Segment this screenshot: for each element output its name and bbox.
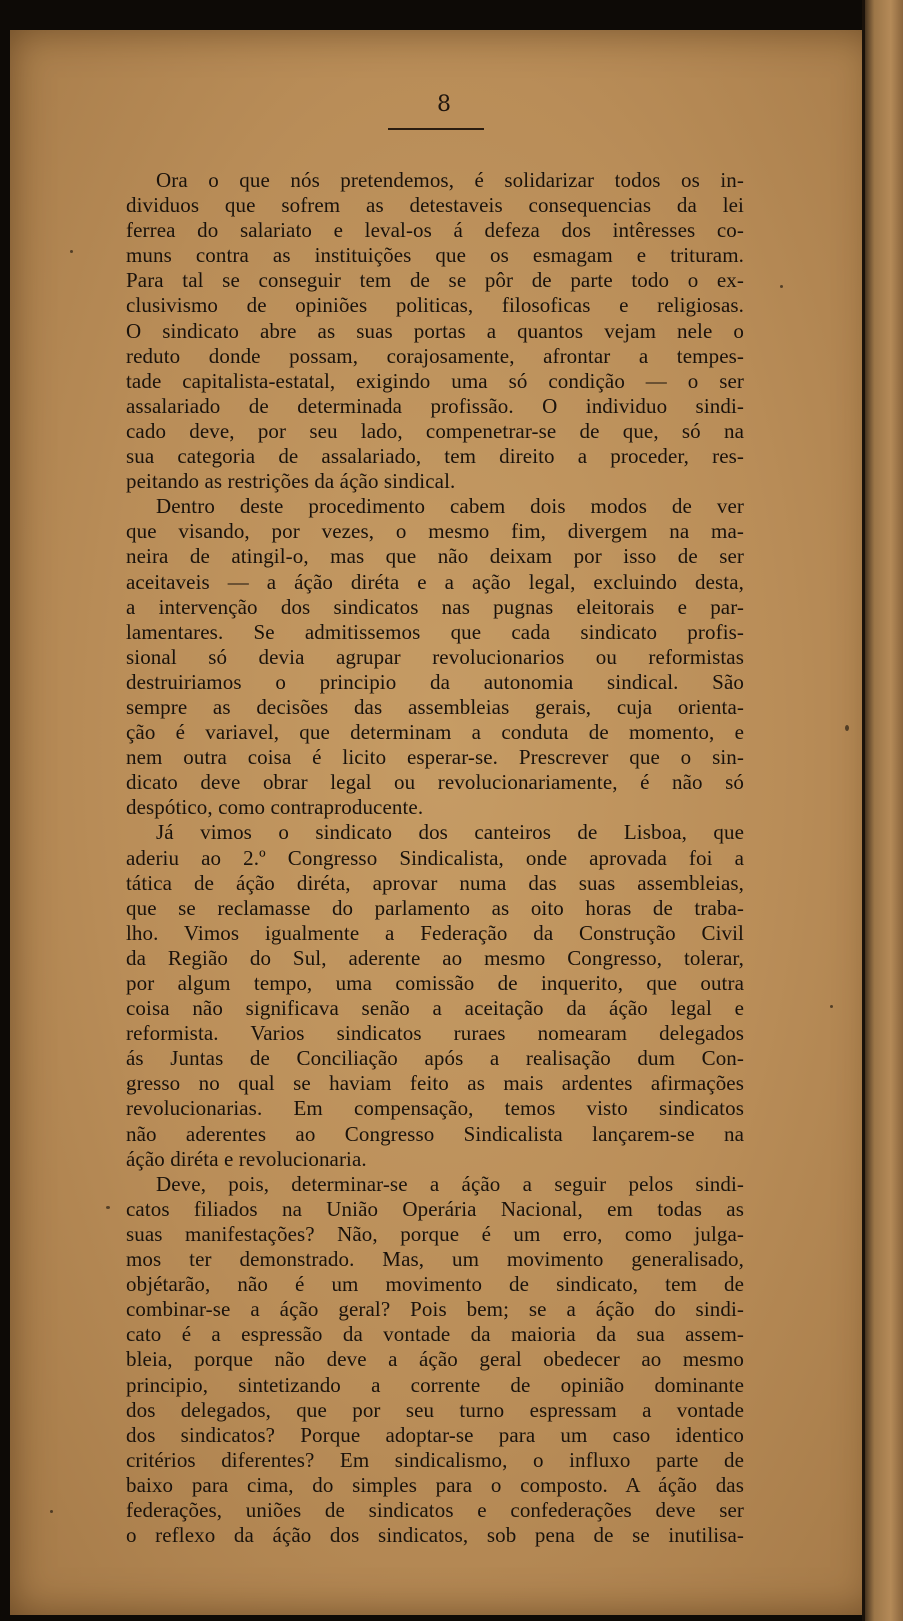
text-line: lamentares. Se admitissemos que cada sindicato profis- <box>126 619 744 644</box>
page-number-rule <box>388 128 484 130</box>
text-line: Dentro deste procedimento cabem dois modos de ver <box>156 494 744 519</box>
text-line: lho. Vimos igualmente a Federação da Construção Civil <box>126 920 744 945</box>
paper-speck <box>70 250 73 253</box>
text-line: mos ter demonstrado. Mas, um movimento generalisado, <box>126 1247 744 1272</box>
text-line: que se reclamasse do parlamento as oito horas de traba- <box>126 895 744 920</box>
text-line: cado deve, por seu lado, compenetrar-se de que, só na <box>126 418 744 443</box>
text-line: combinar-se a áção geral? Pois bem; se a áção do sindi- <box>126 1297 744 1322</box>
text-line: por algum tempo, uma comissão de inquerito, que outra <box>126 971 744 995</box>
text-line: principio, sintetizando a corrente de opinião dominante <box>126 1372 744 1397</box>
text-line: suas manifestações? Não, porque é um erro, como julga- <box>126 1221 744 1246</box>
text-line: muns contra as instituições que os esmagam e trituram. <box>126 243 744 268</box>
text-line: assalariado de determinada profissão. O individuo sindi- <box>126 393 744 418</box>
text-line: destruiriamos o principio da autonomia sindical. São <box>126 669 744 694</box>
text-line: ção é variavel, que determinam a conduta de momento, e <box>126 720 744 745</box>
text-line: sua categoria de assalariado, tem direito a proceder, res- <box>126 444 744 469</box>
next-page-edge <box>862 0 903 1621</box>
text-line: baixo para cima, do simples para o composto. A áção das <box>126 1472 744 1497</box>
page-fold <box>862 0 865 1621</box>
text-line: dividuos que sofrem as detestaveis consequencias da lei <box>126 193 744 218</box>
text-line: coisa não significava senão a aceitação da áção legal e <box>126 996 744 1021</box>
text-line: dos delegados, que por seu turno espressam a vontade <box>126 1397 744 1422</box>
paper-speck <box>830 1005 833 1008</box>
text-line: objétarão, não é um movimento de sindicato, tem de <box>126 1272 744 1297</box>
text-line: clusivismo de opiniões politicas, filosoficas e religiosas. <box>126 293 744 318</box>
book-page <box>10 30 878 1615</box>
text-line: federações, uniões de sindicatos e confederações deve ser <box>126 1497 744 1522</box>
text-line: Deve, pois, determinar-se a áção a seguir pelos sindi- <box>156 1171 744 1196</box>
text-line: áção diréta e revolucionaria. <box>126 1146 367 1171</box>
text-line: reformista. Varios sindicatos ruraes nomearam delegados <box>126 1021 744 1046</box>
text-line: nem outra coisa é licito esperar-se. Prescrever que o sin- <box>126 745 744 770</box>
paper-speck <box>845 725 849 731</box>
text-line: sional só devia agrupar revolucionarios ou reformistas <box>126 644 744 669</box>
text-line: neira de atingil-o, mas que não deixam por isso de ser <box>126 544 744 569</box>
text-line: o reflexo da áção dos sindicatos, sob pena de se inutilisa- <box>126 1523 744 1548</box>
text-line: aceitaveis — a áção diréta e a ação legal, excluindo desta, <box>126 569 744 594</box>
text-line: bleia, porque não deve a áção geral obedecer ao mesmo <box>126 1347 744 1372</box>
text-line: ás Juntas de Conciliação após a realisação dum Con- <box>126 1046 744 1071</box>
text-line: critérios diferentes? Em sindicalismo, o influxo parte de <box>126 1447 744 1472</box>
paper-speck <box>50 1510 53 1513</box>
text-line: sempre as decisões das assembleias gerais, cuja orienta- <box>126 694 744 719</box>
text-line: cato é a espressão da vontade da maioria da sua assem- <box>126 1322 744 1347</box>
text-line: dos sindicatos? Porque adoptar-se para um caso identico <box>126 1422 744 1447</box>
text-line: não aderentes ao Congresso Sindicalista lançarem-se na <box>126 1121 744 1146</box>
text-line: tática de áção diréta, aprovar numa das suas assembleias, <box>126 870 744 895</box>
text-line: O sindicato abre as suas portas a quantos vejam nele o <box>126 318 744 343</box>
page-number: 8 <box>437 92 451 117</box>
text-line: aderiu ao 2.º Congresso Sindicalista, onde aprovada foi a <box>126 845 744 870</box>
text-line: tade capitalista-estatal, exigindo uma só condição — o ser <box>126 368 744 393</box>
text-line: que visando, por vezes, o mesmo fim, divergem na ma- <box>126 519 744 544</box>
text-line: despótico, como contraproducente. <box>126 795 424 820</box>
text-line: peitando as restrições da áção sindical. <box>126 469 456 494</box>
text-line: ferrea do salariato e leval-os á defeza dos intêresses co- <box>126 218 744 243</box>
text-line: dicato deve obrar legal ou revolucionariamente, é não só <box>126 770 744 795</box>
text-line: a intervenção dos sindicatos nas pugnas eleitorais e par- <box>126 594 744 619</box>
text-line: Já vimos o sindicato dos canteiros de Lisboa, que <box>156 820 744 845</box>
text-line: catos filiados na União Operária Nacional, em todas as <box>126 1196 744 1221</box>
text-line: Ora o que nós pretendemos, é solidarizar todos os in- <box>156 168 744 192</box>
paper-speck <box>780 285 783 288</box>
text-line: revolucionarias. Em compensação, temos visto sindicatos <box>126 1096 744 1121</box>
body-text <box>126 168 744 1548</box>
text-line: Para tal se conseguir tem de se pôr de parte todo o ex- <box>126 268 744 293</box>
text-line: gresso no qual se haviam feito as mais ardentes afirmações <box>126 1071 744 1096</box>
text-line: reduto donde possam, corajosamente, afrontar a tempes- <box>126 343 744 368</box>
text-line: da Região do Sul, aderente ao mesmo Congresso, tolerar, <box>126 945 744 970</box>
paper-speck <box>106 1206 110 1209</box>
